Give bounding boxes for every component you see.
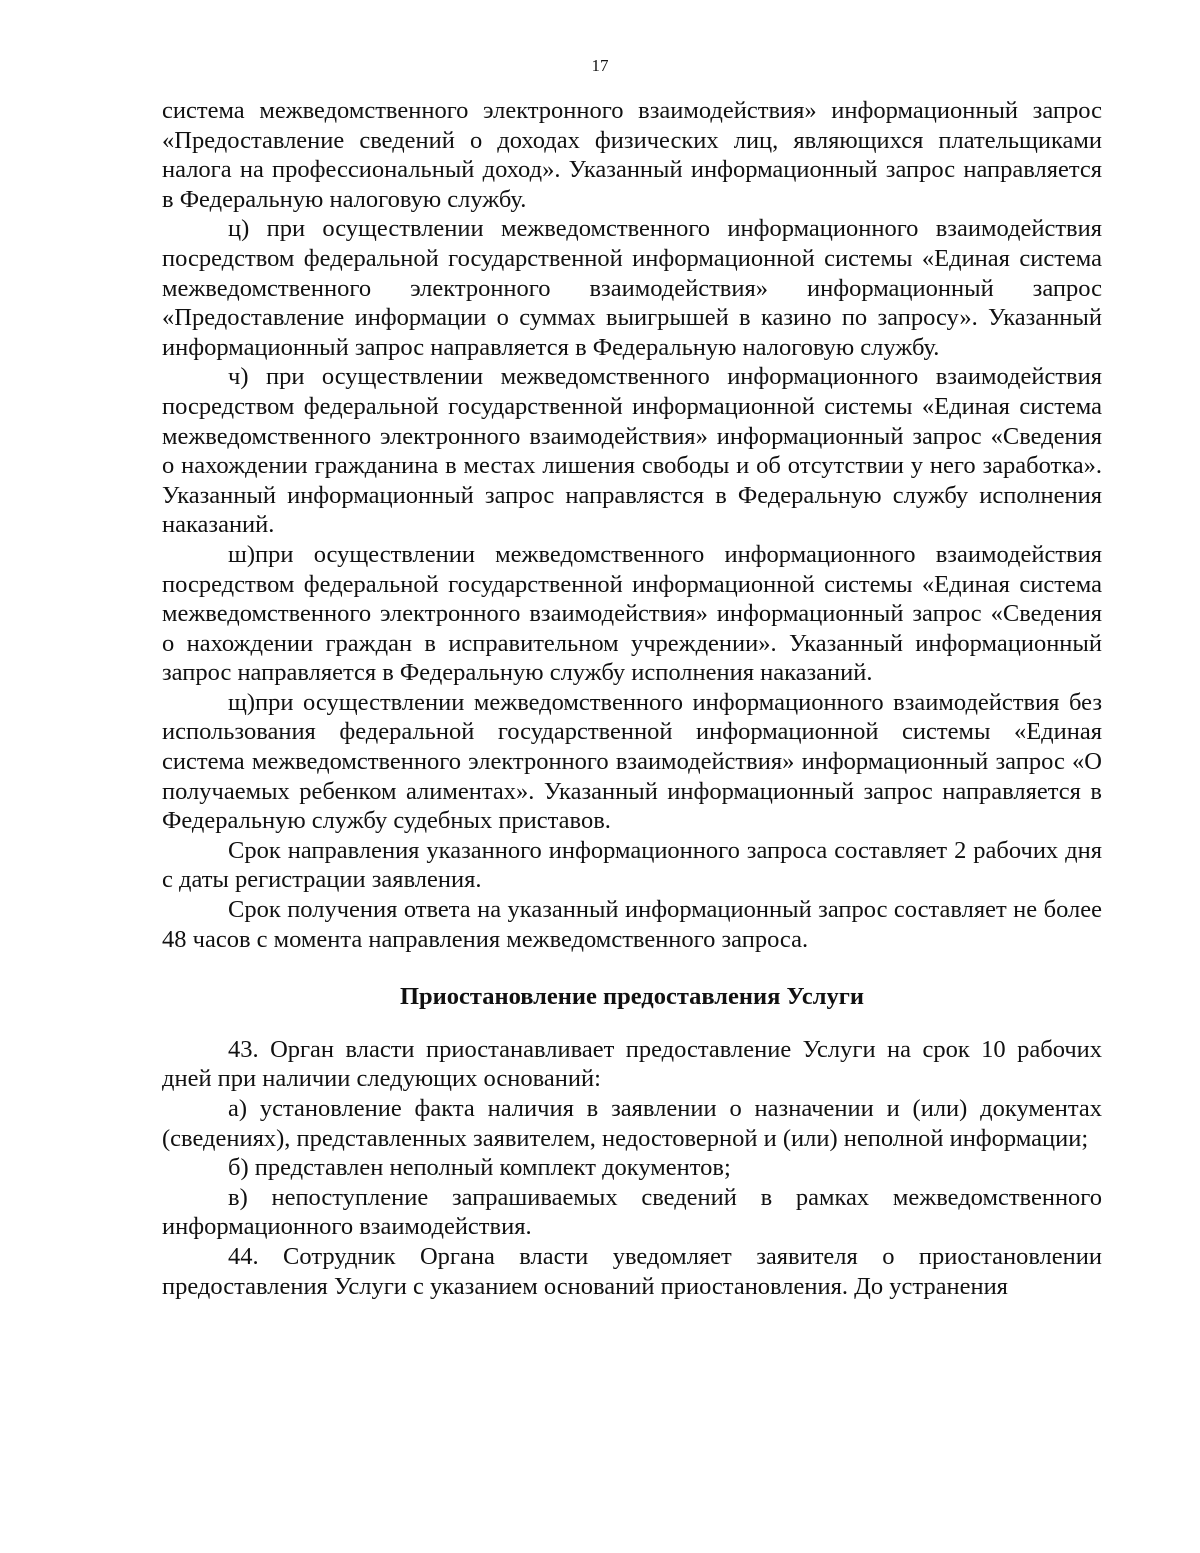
paragraph-request-deadline: Срок направления указанного информационного запроса составляет 2 рабочих дня с даты регистрации заявления. (162, 836, 1102, 894)
paragraph-item-b: б) представлен неполный комплект документов; (228, 1154, 731, 1182)
paragraph-item-sh: ш)при осуществлении межведомственного информационного взаимодействия посредством федеральной государственной информационной системы «Единая система межведомственного электронного взаимодействия» информационный запрос «Сведения о нахождении граждан в исправительном учреждении». Указанный информационный запрос направляется в Федеральную службу исполнения наказаний. (162, 540, 1102, 687)
paragraph-item-ch: ч) при осуществлении межведомственного информационного взаимодействия посредством федеральной государственной информационной системы «Единая система межведомственного электронного взаимодействия» информационный запрос «Сведения о нахождении гражданина в местах лишения свободы и об отсутствии у него заработка». Указанный информационный запрос направлястся в Федеральную службу исполнения наказаний. (162, 363, 1102, 539)
paragraph-clause-43: 43. Орган власти приостанавливает предоставление Услуги на срок 10 рабочих дней при наличии следующих оснований: (162, 1035, 1102, 1093)
paragraph-item-ts: ц) при осуществлении межведомственного информационного взаимодействия посредством федеральной государственной информационной системы «Единая система межведомственного электронного взаимодействия» информационный запрос «Предоставление информации о суммах выигрышей в казино по запросу». Указанный информационный запрос направляется в Федеральную налоговую службу. (162, 215, 1102, 361)
document-body (162, 96, 1102, 1301)
paragraph-item-v: в) непоступление запрашиваемых сведений в рамках межведомственного информационного взаимодействия. (162, 1183, 1102, 1241)
paragraph-continuation: система межведомственного электронного взаимодействия» информационный запрос «Предоставление сведений о доходах физических лиц, являющихся плательщиками налога на профессиональный доход». Указанный информационный запрос направляется в Федеральную налоговую службу. (162, 97, 1102, 213)
paragraph-response-deadline: Срок получения ответа на указанный информационный запрос составляет не более 48 часов с момента направления межведомственного запроса. (162, 896, 1102, 953)
paragraph-item-shch: щ)при осуществлении межведомственного информационного взаимодействия без использования федеральной государственной информационной системы «Единая система межведомственного электронного взаимодействия» информационный запрос «О получаемых ребенком алиментах». Указанный информационный запрос направляется в Федеральную службу судебных приставов. (162, 688, 1102, 835)
section-heading: Приостановление предоставления Услуги (399, 983, 864, 1011)
page-number: 17 (591, 56, 609, 75)
paragraph-clause-44: 44. Сотрудник Органа власти уведомляет заявителя о приостановлении предоставления Услуги с указанием оснований приостановления. До устранения (162, 1242, 1102, 1300)
paragraph-item-a: а) установление факта наличия в заявлении о назначении и (или) документах (сведениях), представленных заявителем, недостоверной и (или) неполной информации; (162, 1095, 1102, 1152)
